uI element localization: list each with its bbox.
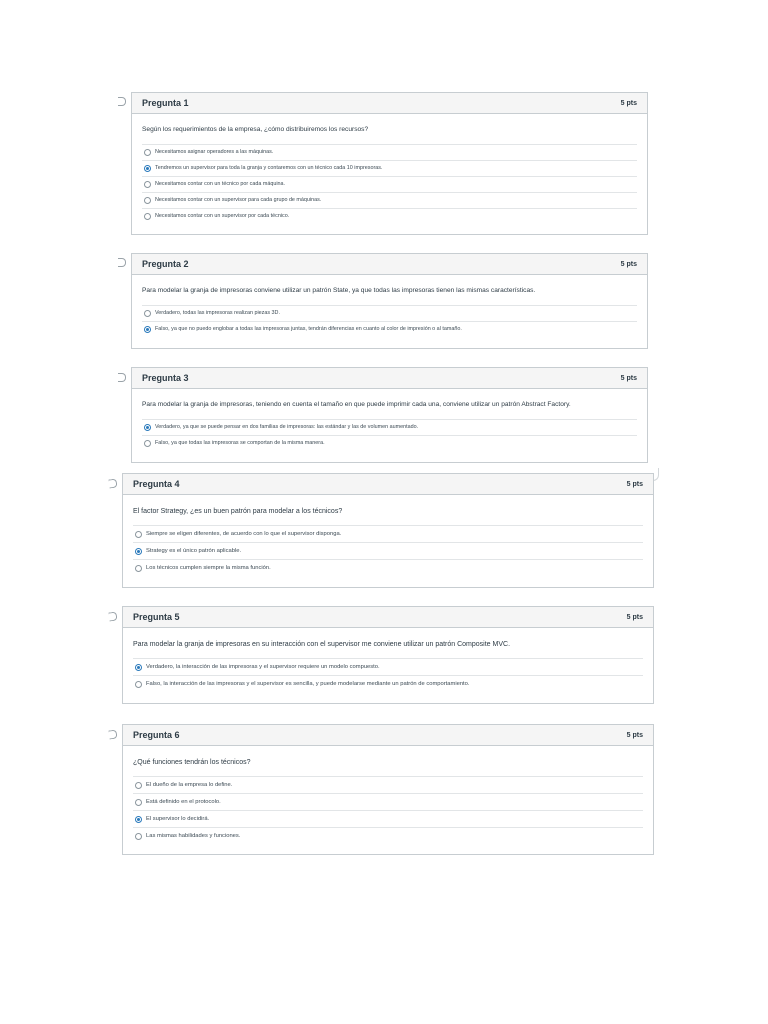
question-header [132,93,647,114]
flag-question-icon[interactable] [108,611,117,621]
answer-label: Falso, ya que todas las impresoras se comportan de la misma manera. [155,440,325,447]
answer-option[interactable] [142,436,637,451]
answer-list [142,419,637,451]
radio-button-icon[interactable] [144,165,151,172]
radio-button-icon[interactable] [135,833,142,840]
answer-option[interactable] [142,161,637,177]
answer-label: Las mismas habilidades y funciones. [146,833,241,840]
radio-button-icon[interactable] [135,681,142,688]
question-title: Pregunta 2 [142,259,189,269]
answer-option[interactable] [142,306,637,322]
radio-button-icon[interactable] [144,149,151,156]
flag-question-icon[interactable] [118,97,126,106]
question-header [123,607,653,628]
answer-label: Strategy es el único patrón aplicable. [146,548,242,555]
question-title: Pregunta 5 [133,612,180,622]
answer-list [133,525,643,576]
flag-question-icon[interactable] [118,373,126,382]
answer-option[interactable] [142,322,637,337]
question-text: Para modelar la granja de impresoras conviene utilizar un patrón State, ya que todas las impresoras tienen las mismas características. [142,287,536,294]
answer-list [133,658,643,692]
answer-option[interactable] [133,777,643,794]
answer-option[interactable] [133,828,643,844]
question-text: ¿Qué funciones tendrán los técnicos? [133,759,251,766]
question-points: 5 pts [620,260,637,268]
answer-label: Verdadero, la interacción de las impresoras y el supervisor requiere un modelo compuesto. [146,664,380,671]
answer-list [142,144,637,224]
flag-question-icon[interactable] [108,478,117,488]
question-text: Para modelar la granja de impresoras, teniendo en cuenta el tamaño en que puede imprimir cada una, conviene utilizar un patrón Abstract Factory. [142,401,571,408]
question-title: Pregunta 6 [133,730,180,740]
answer-option[interactable] [133,659,643,676]
answer-label: Necesitamos contar con un supervisor para cada grupo de máquinas. [155,197,322,204]
answer-label: Falso, ya que no puedo englobar a todas las impresoras juntas, tendrán diferencias en cuanto al color de impresión o al tamaño. [155,326,462,333]
answer-option[interactable] [133,794,643,811]
question-title: Pregunta 3 [142,373,189,383]
question-2 [131,253,648,349]
question-points: 5 pts [620,99,637,107]
question-header [123,474,653,495]
question-title: Pregunta 1 [142,98,189,108]
answer-option[interactable] [142,177,637,193]
answer-option[interactable] [142,193,637,209]
question-text: El factor Strategy, ¿es un buen patrón para modelar a los técnicos? [133,508,343,515]
radio-button-icon[interactable] [144,326,151,333]
question-points: 5 pts [626,480,643,488]
answer-label: Necesitamos asignar operadores a las máquinas. [155,149,274,156]
radio-button-icon[interactable] [135,548,142,555]
radio-button-icon[interactable] [144,424,151,431]
question-points: 5 pts [626,613,643,621]
answer-label: Siempre se eligen diferentes, de acuerdo con lo que el supervisor disponga. [146,531,342,538]
answer-label: Tendremos un supervisor para toda la granja y contaremos con un técnico cada 10 impresoras. [155,165,383,172]
radio-button-icon[interactable] [135,799,142,806]
radio-button-icon[interactable] [135,782,142,789]
radio-button-icon[interactable] [135,565,142,572]
answer-label: El dueño de la empresa lo define. [146,782,233,789]
radio-button-icon[interactable] [144,440,151,447]
question-header [123,725,653,746]
question-6 [122,724,654,855]
answer-list [133,776,643,844]
answer-label: Necesitamos contar con un técnico por cada máquina. [155,181,286,188]
question-1 [131,92,648,235]
answer-option[interactable] [133,560,643,576]
flag-question-icon[interactable] [118,258,126,267]
radio-button-icon[interactable] [144,310,151,317]
answer-label: El supervisor lo decidirá. [146,816,210,823]
answer-label: Está definido en el protocolo. [146,799,221,806]
question-points: 5 pts [626,731,643,739]
answer-option[interactable] [142,145,637,161]
answer-option[interactable] [133,526,643,543]
answer-label: Necesitamos contar con un supervisor por cada técnico. [155,213,290,220]
answer-option[interactable] [133,543,643,560]
question-4 [122,473,654,588]
answer-list [142,305,637,337]
question-3 [131,367,648,463]
answer-label: Los técnicos cumplen siempre la misma función. [146,565,271,572]
question-points: 5 pts [620,374,637,382]
question-5 [122,606,654,704]
answer-option[interactable] [142,420,637,436]
answer-option[interactable] [133,676,643,692]
answer-label: Verdadero, ya que se puede pensar en dos familias de impresoras: las estándar y las de volumen aumentado. [155,424,419,431]
radio-button-icon[interactable] [135,664,142,671]
answer-option[interactable] [142,209,637,224]
radio-button-icon[interactable] [135,816,142,823]
radio-button-icon[interactable] [144,213,151,220]
question-header [132,254,647,275]
question-header [132,368,647,389]
radio-button-icon[interactable] [144,181,151,188]
question-title: Pregunta 4 [133,479,180,489]
answer-option[interactable] [133,811,643,828]
radio-button-icon[interactable] [135,531,142,538]
question-text: Según los requerimientos de la empresa, ¿cómo distribuiremos los recursos? [142,126,369,133]
question-text: Para modelar la granja de impresoras en su interacción con el supervisor me conviene utilizar un patrón Composite MVC. [133,641,511,648]
answer-label: Falso, la interacción de las impresoras y el supervisor es sencilla, y puede modelarse mediante un patrón de comportamiento. [146,681,470,688]
radio-button-icon[interactable] [144,197,151,204]
flag-question-icon[interactable] [108,729,117,739]
answer-label: Verdadero, todas las impresoras realizan piezas 3D. [155,310,280,317]
